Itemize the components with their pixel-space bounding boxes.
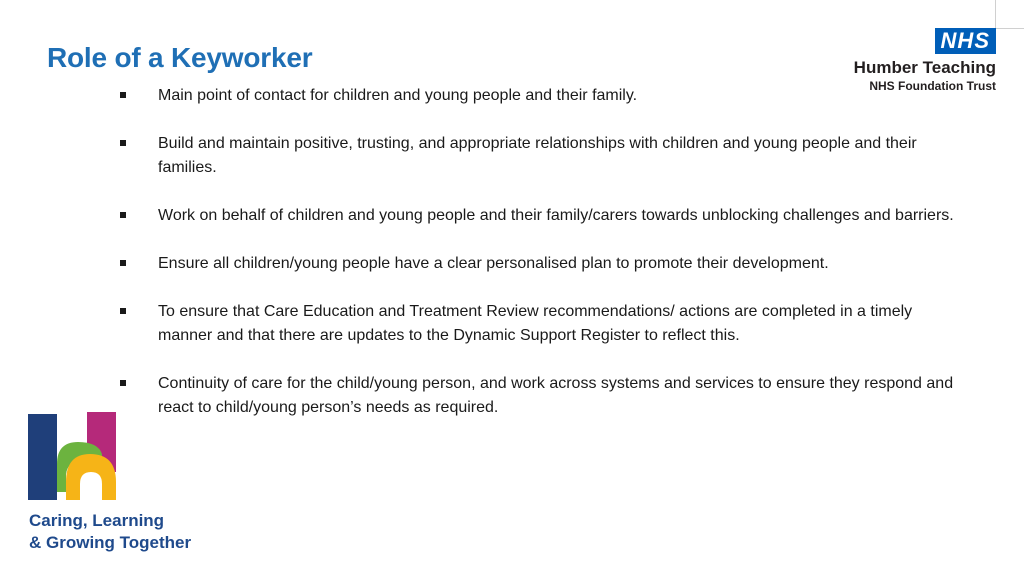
square-bullet-icon bbox=[120, 260, 126, 266]
h-logo-icon bbox=[28, 412, 118, 502]
tagline bbox=[29, 510, 191, 554]
tagline-line-1: Caring, Learning bbox=[29, 511, 165, 530]
h-logo-left-bar bbox=[28, 414, 57, 500]
bullet-text: Continuity of care for the child/young person, and work across systems and services to ensure they respond and react to child/young person’s needs as required. bbox=[158, 375, 954, 416]
bullet-item bbox=[120, 204, 960, 228]
bullet-text: Main point of contact for children and young people and their family. bbox=[158, 87, 638, 104]
bullet-text: Ensure all children/young people have a clear personalised plan to promote their development. bbox=[158, 255, 829, 272]
tagline-line-2: & Growing Together bbox=[29, 533, 192, 552]
org-name: Humber Teaching bbox=[853, 58, 996, 77]
corner-divider-horizontal bbox=[995, 28, 1024, 29]
square-bullet-icon bbox=[120, 380, 126, 386]
h-logo-yellow-arch bbox=[66, 454, 116, 500]
bullet-item bbox=[120, 300, 960, 348]
bullet-item bbox=[120, 372, 960, 420]
slide-title: Role of a Keyworker bbox=[47, 42, 313, 73]
square-bullet-icon bbox=[120, 308, 126, 314]
square-bullet-icon bbox=[120, 212, 126, 218]
square-bullet-icon bbox=[120, 140, 126, 146]
nhs-logo-badge: NHS bbox=[935, 28, 996, 54]
bullet-text: To ensure that Care Education and Treatment Review recommendations/ actions are completed in a timely manner and that there are updates to the Dynamic Support Register to reflect this. bbox=[158, 303, 913, 344]
bullet-text: Build and maintain positive, trusting, and appropriate relationships with children and young people and their families. bbox=[158, 135, 917, 176]
bullet-text: Work on behalf of children and young people and their family/carers towards unblocking challenges and barriers. bbox=[158, 207, 954, 224]
nhs-trust-logo bbox=[826, 28, 996, 94]
bullet-list bbox=[120, 84, 960, 444]
square-bullet-icon bbox=[120, 92, 126, 98]
org-subtitle: NHS Foundation Trust bbox=[869, 79, 996, 93]
bullet-item bbox=[120, 132, 960, 180]
corner-divider-vertical bbox=[995, 0, 996, 28]
bullet-item bbox=[120, 252, 960, 276]
